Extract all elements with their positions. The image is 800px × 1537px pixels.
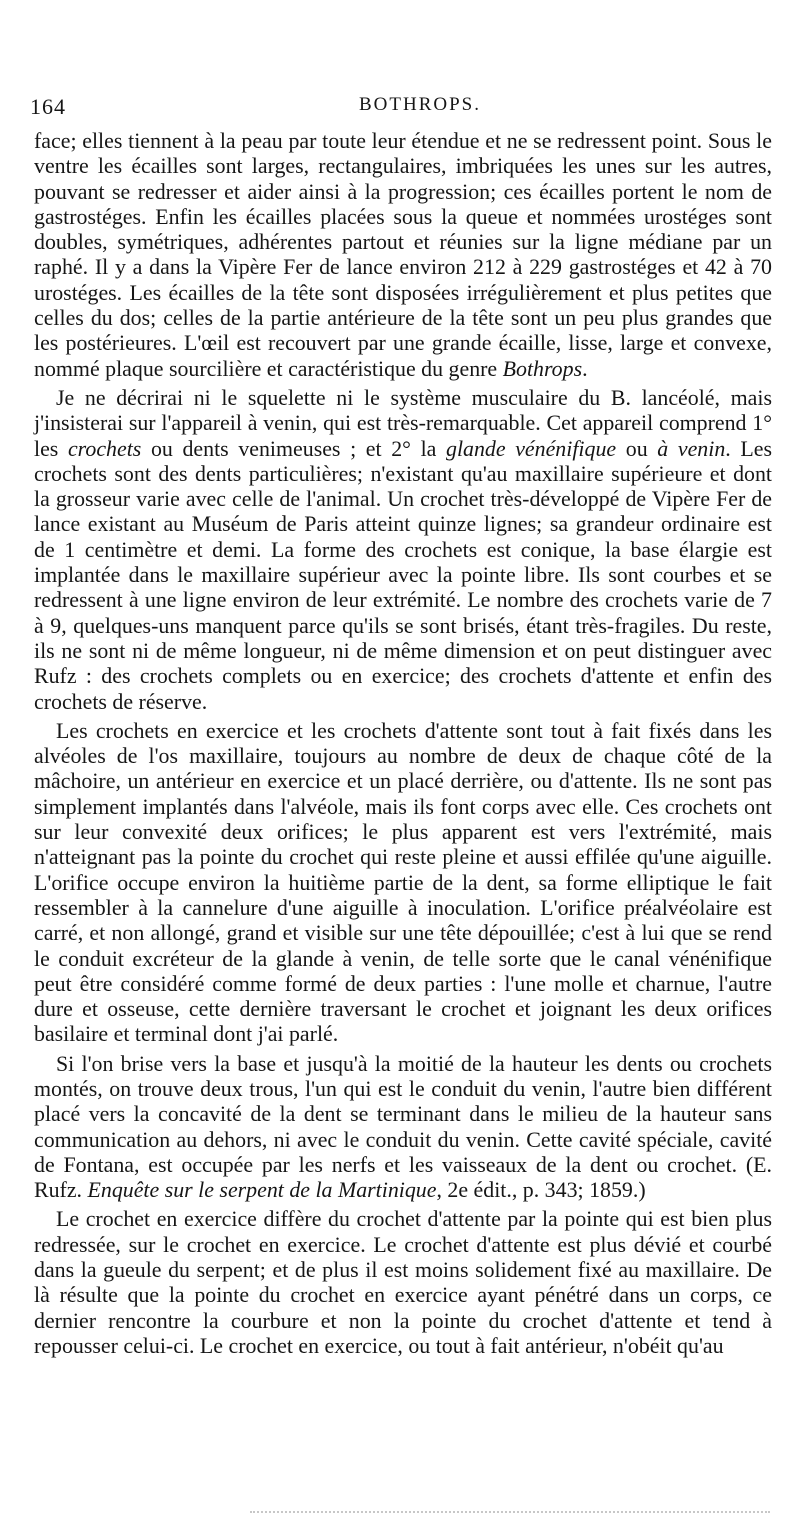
- page-number: 164: [30, 94, 66, 119]
- paragraph: [34, 1206, 772, 1358]
- italic-text-segment: à venin: [657, 435, 726, 461]
- running-title: BOTHROPS.: [359, 94, 481, 115]
- italic-text-segment: Bothrops: [502, 355, 583, 381]
- text-segment: face; elles tiennent à la peau par toute leur étendue et ne se redressent point. Sous le ventre les écailles sont larges, rectangulaires, imbriquées les unes sur les autres, pouvant se redresser et aider ainsi à la progression; ces écailles portent le nom de gastrostéges. Enfin les écailles placées sous la queue et nommées urostéges sont doubles, symétriques, adhérentes partout et réunies sur la ligne médiane par un raphé. Il y a dans la Vipère Fer de lance environ 212 à 229 gastrostéges et 42 à 70 urostéges. Les écailles de la tête sont disposées irrégulièrement et plus petites que celles du dos; celles de la partie antérieure de la tête sont un peu plus grandes que les postérieures. L'œil est recouvert par une grande écaille, lisse, large et convexe, nommé plaque sourcilière et caractéristique du genre: [34, 128, 772, 381]
- italic-text-segment: glande vénénifique: [446, 435, 617, 461]
- text-segment: . Les crochets sont des dents particulières; n'existant qu'au maxillaire supérieure et dont la grosseur varie avec celle de l'animal. Un crochet très-développé de Vipère Fer de lance existant au Muséum de Paris atteint quinze lignes; sa grandeur ordinaire est de 1 centimètre et demi. La forme des crochets est conique, la base élargie est implantée dans le maxillaire supérieur avec la pointe libre. Ils sont courbes et se redressent à une ligne environ de leur extrémité. Le nombre des crochets varie de 7 à 9, quelques-uns manquent parce qu'ils se sont brisés, étant très-fragiles. Du reste, ils ne sont ni de même longueur, ni de même dimension et on peut distinguer avec Rufz : des crochets complets ou en exercice; des crochets d'attente et enfin des crochets de réserve.: [34, 435, 772, 714]
- page-header: [30, 94, 750, 124]
- body-text: [34, 128, 772, 1358]
- text-segment: ou dents venimeuses ; et 2° la: [141, 435, 446, 461]
- paragraph: [34, 385, 772, 714]
- italic-text-segment: Enquête sur le serpent de la Martinique: [87, 1177, 437, 1203]
- paragraph: [34, 718, 772, 1047]
- text-segment: Les crochets en exercice et les crochets d'attente sont tout à fait fixés dans les alvéoles de l'os maxillaire, toujours au nombre de deux de chaque côté de la mâchoire, un antérieur en exercice et un placé derrière, ou d'attente. Ils ne sont pas simplement implantés dans l'alvéole, mais ils font corps avec elle. Ces crochets ont sur leur convexité deux orifices; le plus apparent est vers l'extrémité, mais n'atteignant pas la pointe du crochet qui reste pleine et aussi effilée qu'une aiguille. L'orifice occupe environ la huitième partie de la dent, sa forme elliptique le fait ressembler à la cannelure d'une aiguille à inoculation. L'orifice préalvéolaire est carré, et non allongé, grand et visible sur une tête dépouillée; c'est à lui que se rend le conduit excréteur de la glande à venin, de telle sorte que le canal vénénifique peut être considéré comme formé de deux parties : l'une molle et charnue, l'autre dure et osseuse, cette dernière traversant le crochet et joignant les deux orifices basilaire et terminal dont j'ai parlé.: [34, 717, 772, 1047]
- text-segment: Si l'on brise vers la base et jusqu'à la moitié de la hauteur les dents ou crochets montés, on trouve deux trous, l'un qui est le conduit du venin, l'autre bien différent placé vers la concavité de la dent se terminant dans le milieu de la hauteur sans communication au dehors, ni avec le conduit du venin. Cette cavité spéciale, cavité de Fontana, est occupée par les nerfs et les vaisseaux de la dent ou crochet. (E. Rufz.: [34, 1050, 772, 1203]
- paragraph: [34, 1051, 772, 1203]
- paragraph: [34, 128, 772, 381]
- text-segment: Le crochet en exercice diffère du crochet d'attente par la pointe qui est bien plus redressée, sur le crochet en exercice. Le crochet d'attente est plus dévié et courbé dans la gueule du serpent; et de plus il est moins solidement fixé au maxillaire. De là résulte que la pointe du crochet en exercice ayant pénétré dans un corps, ce dernier rencontre la courbure et non la pointe du crochet d'attente et tend à repousser celui-ci. Le crochet en exercice, ou tout à fait antérieur, n'obéit qu'au: [34, 1206, 772, 1358]
- footer-rule: [250, 1511, 770, 1513]
- italic-text-segment: crochets: [67, 435, 142, 461]
- text-segment: .: [582, 355, 588, 381]
- text-segment: Je ne décrirai ni le squelette ni le système musculaire du B. lancéolé, mais j'insisterai sur l'appareil à venin, qui est très-remarquable. Cet appareil comprend 1° les: [34, 384, 772, 461]
- text-segment: , 2e édit., p. 343; 1859.): [436, 1177, 646, 1203]
- text-segment: ou: [616, 435, 658, 461]
